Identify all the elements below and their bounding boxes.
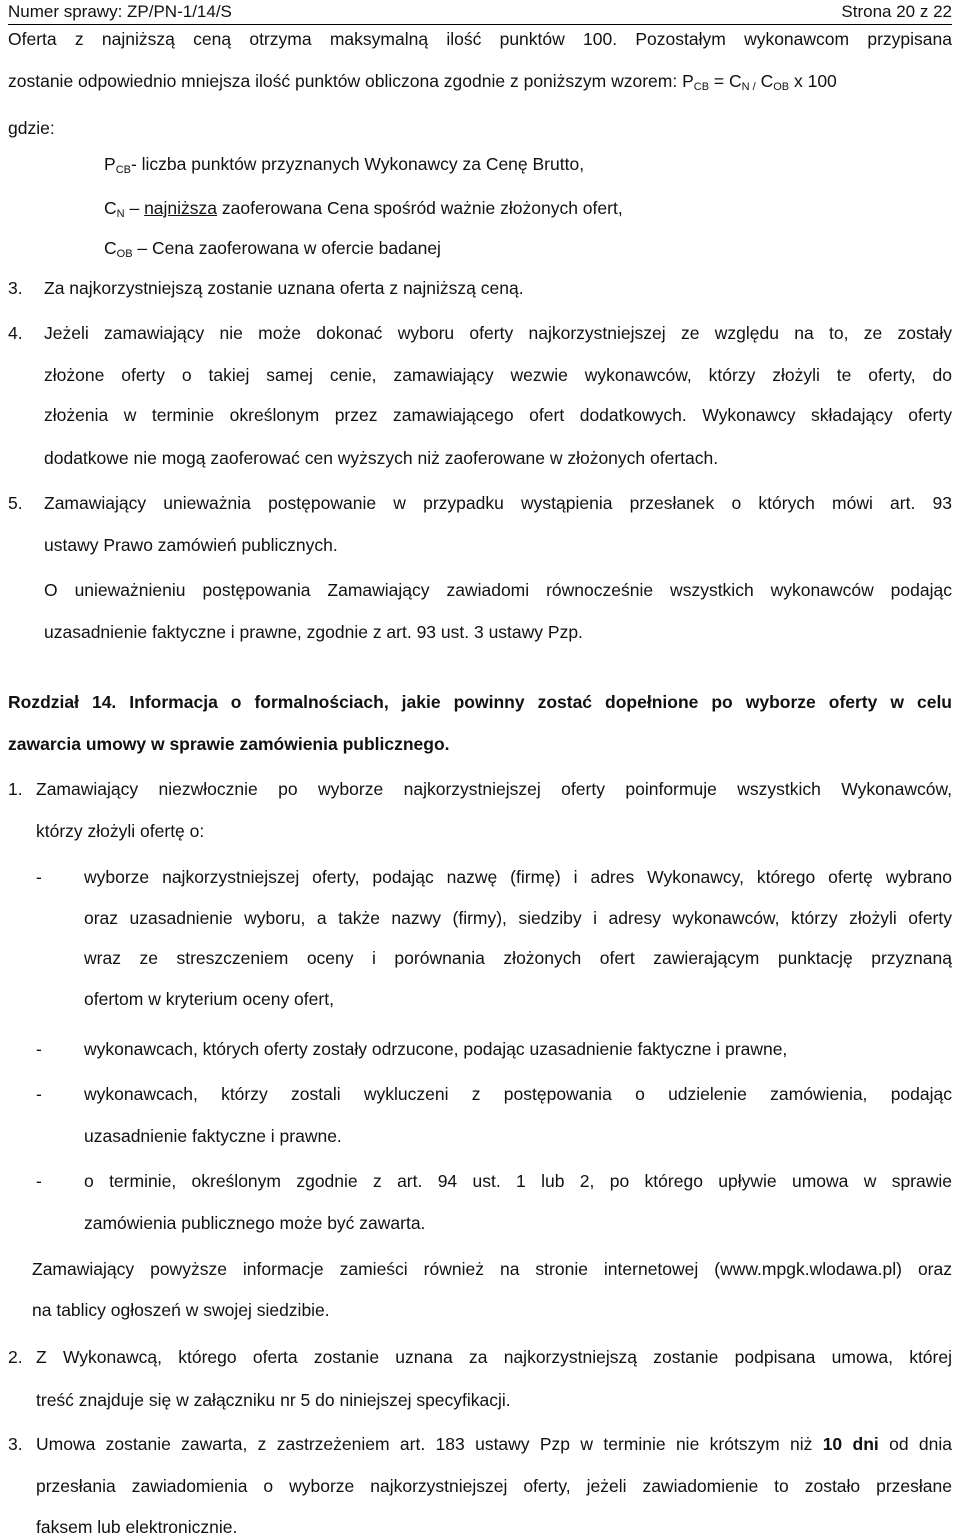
item-5-number: 5. <box>8 493 23 513</box>
item-4-number: 4. <box>8 323 23 343</box>
item-4-line-1: Jeżeli zamawiający nie może dokonać wyboru oferty najkorzystniejszej ze względu na to, ze zostały <box>44 323 952 343</box>
section-3-text: Umowa zostanie zawarta, z zastrzeżeniem art. 183 ustawy Pzp w terminie nie krótszym niż <box>36 1434 823 1454</box>
bullet-1-line-1: wyborze najkorzystniejszej oferty, podając nazwę (firmę) i adres Wykonawcy, którego ofertę wybrano <box>84 867 952 887</box>
bullet-2-line-1: wykonawcach, których oferty zostały odrzucone, podając uzasadnienie faktyczne i prawne, <box>84 1039 788 1059</box>
symbol-sub: CB <box>115 164 131 176</box>
symbol: C <box>104 238 117 258</box>
dash: – <box>124 198 145 218</box>
section-1-line-2: którzy złożyli ofertę o: <box>36 821 205 841</box>
definition-text: - liczba punktów przyznanych Wykonawcy za Cenę Brutto, <box>130 154 585 174</box>
item-4-line-2: złożone oferty o takiej samej cenie, zamawiający wezwie wykonawców, którzy złożyli te oferty, do <box>44 365 952 385</box>
bullet-dash: - <box>36 867 42 887</box>
header-divider <box>8 24 952 25</box>
case-number: Numer sprawy: ZP/PN-1/14/S <box>8 2 232 21</box>
symbol-sub: N <box>116 208 125 220</box>
intro-line-1: Oferta z najniższą ceną otrzyma maksymalną ilość punktów 100. Pozostałym wykonawcom przypisana <box>8 29 952 49</box>
symbol: C <box>104 198 117 218</box>
definition-cob <box>104 236 441 260</box>
bullet-1-line-2: oraz uzasadnienie wyboru, a także nazwy (firmy), siedziby i adresy wykonawców, którzy złożyli oferty <box>84 908 952 928</box>
formula-line <box>8 69 837 93</box>
section-3-line-3: faksem lub elektronicznie. <box>36 1517 238 1537</box>
item-4-line-4: dodatkowe nie mogą zaoferować cen wyższych niż zaoferowane w złożonych ofertach. <box>44 448 719 468</box>
formula-text: zostanie odpowiednio mniejsza ilość punktów obliczona zgodnie z poniższym wzorem: P <box>8 71 694 91</box>
page-number: Strona 20 z 22 <box>841 2 952 21</box>
section-2-line-2: treść znajduje się w załączniku nr 5 do niniejszej specyfikacji. <box>36 1390 511 1410</box>
deadline-days: 10 dni <box>822 1434 879 1454</box>
formula-sub-n: N / <box>741 81 756 93</box>
item-5-line-1: Zamawiający unieważnia postępowanie w przypadku wystąpienia przesłanek o których mówi art. 93 <box>44 493 952 513</box>
formula-text: = C <box>709 71 742 91</box>
formula-sub-cb: CB <box>693 81 710 93</box>
definition-pcb <box>104 152 584 176</box>
underlined-word: najniższa <box>144 198 218 218</box>
bullet-3-line-2: uzasadnienie faktyczne i prawne. <box>84 1126 342 1146</box>
bullet-1-line-3: wraz ze streszczeniem oceny i porównania złożonych ofert zawierającym punktację przyznaną <box>84 948 952 968</box>
symbol-sub: OB <box>116 248 133 260</box>
section-3-line-2: przesłania zawiadomienia o wyborze najkorzystniejszej oferty, jeżeli zawiadomienie to zostało przesłane <box>36 1476 952 1496</box>
symbol: P <box>104 154 116 174</box>
bullet-dash: - <box>36 1039 42 1059</box>
bullet-1-line-4: ofertom w kryterium oceny ofert, <box>84 989 334 1009</box>
section-2-line-1: Z Wykonawcą, którego oferta zostanie uznana za najkorzystniejszą zostanie podpisana umowa, której <box>36 1347 952 1367</box>
section-3-line-1 <box>36 1432 952 1456</box>
bullet-4-line-1: o terminie, określonym zgodnie z art. 94 ust. 1 lub 2, po którego upływie umowa w sprawie <box>84 1171 952 1191</box>
section-1-line-1: Zamawiający niezwłocznie po wyborze najkorzystniejszej oferty poinformuje wszystkich Wykonawców, <box>36 779 952 799</box>
website-para-line-1: Zamawiający powyższe informacje zamieści również na stronie internetowej (www.mpgk.wlodawa.pl) oraz <box>32 1259 952 1279</box>
item-5-para2-line-1: O unieważnieniu postępowania Zamawiający zawiadomi równocześnie wszystkich wykonawców podając <box>44 580 952 600</box>
bullet-dash: - <box>36 1084 42 1104</box>
definition-cn <box>104 196 623 220</box>
chapter-heading-line-2: zawarcia umowy w sprawie zamówienia publicznego. <box>8 734 450 754</box>
item-5-line-2: ustawy Prawo zamówień publicznych. <box>44 535 338 555</box>
section-2-number: 2. <box>8 1347 23 1367</box>
where-label: gdzie: <box>8 118 55 138</box>
bullet-dash: - <box>36 1171 42 1191</box>
formula-text: C <box>755 71 774 91</box>
formula-text: x 100 <box>789 71 837 91</box>
definition-text: zaoferowana Cena spośród ważnie złożonych ofert, <box>217 198 623 218</box>
item-3-text: Za najkorzystniejszą zostanie uznana oferta z najniższą ceną. <box>44 278 524 298</box>
page-header <box>8 0 952 24</box>
definition-text: – Cena zaoferowana w ofercie badanej <box>132 238 441 258</box>
item-5-para2-line-2: uzasadnienie faktyczne i prawne, zgodnie z art. 93 ust. 3 ustawy Pzp. <box>44 622 583 642</box>
item-3-number: 3. <box>8 278 23 298</box>
section-1-number: 1. <box>8 779 23 799</box>
section-3-text: od dnia <box>878 1434 953 1454</box>
item-4-line-3: złożenia w terminie określonym przez zamawiającego ofert dodatkowych. Wykonawcy składający oferty <box>44 405 952 425</box>
bullet-4-line-2: zamówienia publicznego może być zawarta. <box>84 1213 426 1233</box>
chapter-heading-line-1: Rozdział 14. Informacja o formalnościach, jakie powinny zostać dopełnione po wyborze oferty w celu <box>8 692 952 712</box>
website-para-line-2: na tablicy ogłoszeń w swojej siedzibie. <box>32 1300 330 1320</box>
formula-sub-ob: OB <box>773 81 790 93</box>
section-3-number: 3. <box>8 1434 23 1454</box>
bullet-3-line-1: wykonawcach, którzy zostali wykluczeni z postępowania o udzielenie zamówienia, podając <box>84 1084 952 1104</box>
